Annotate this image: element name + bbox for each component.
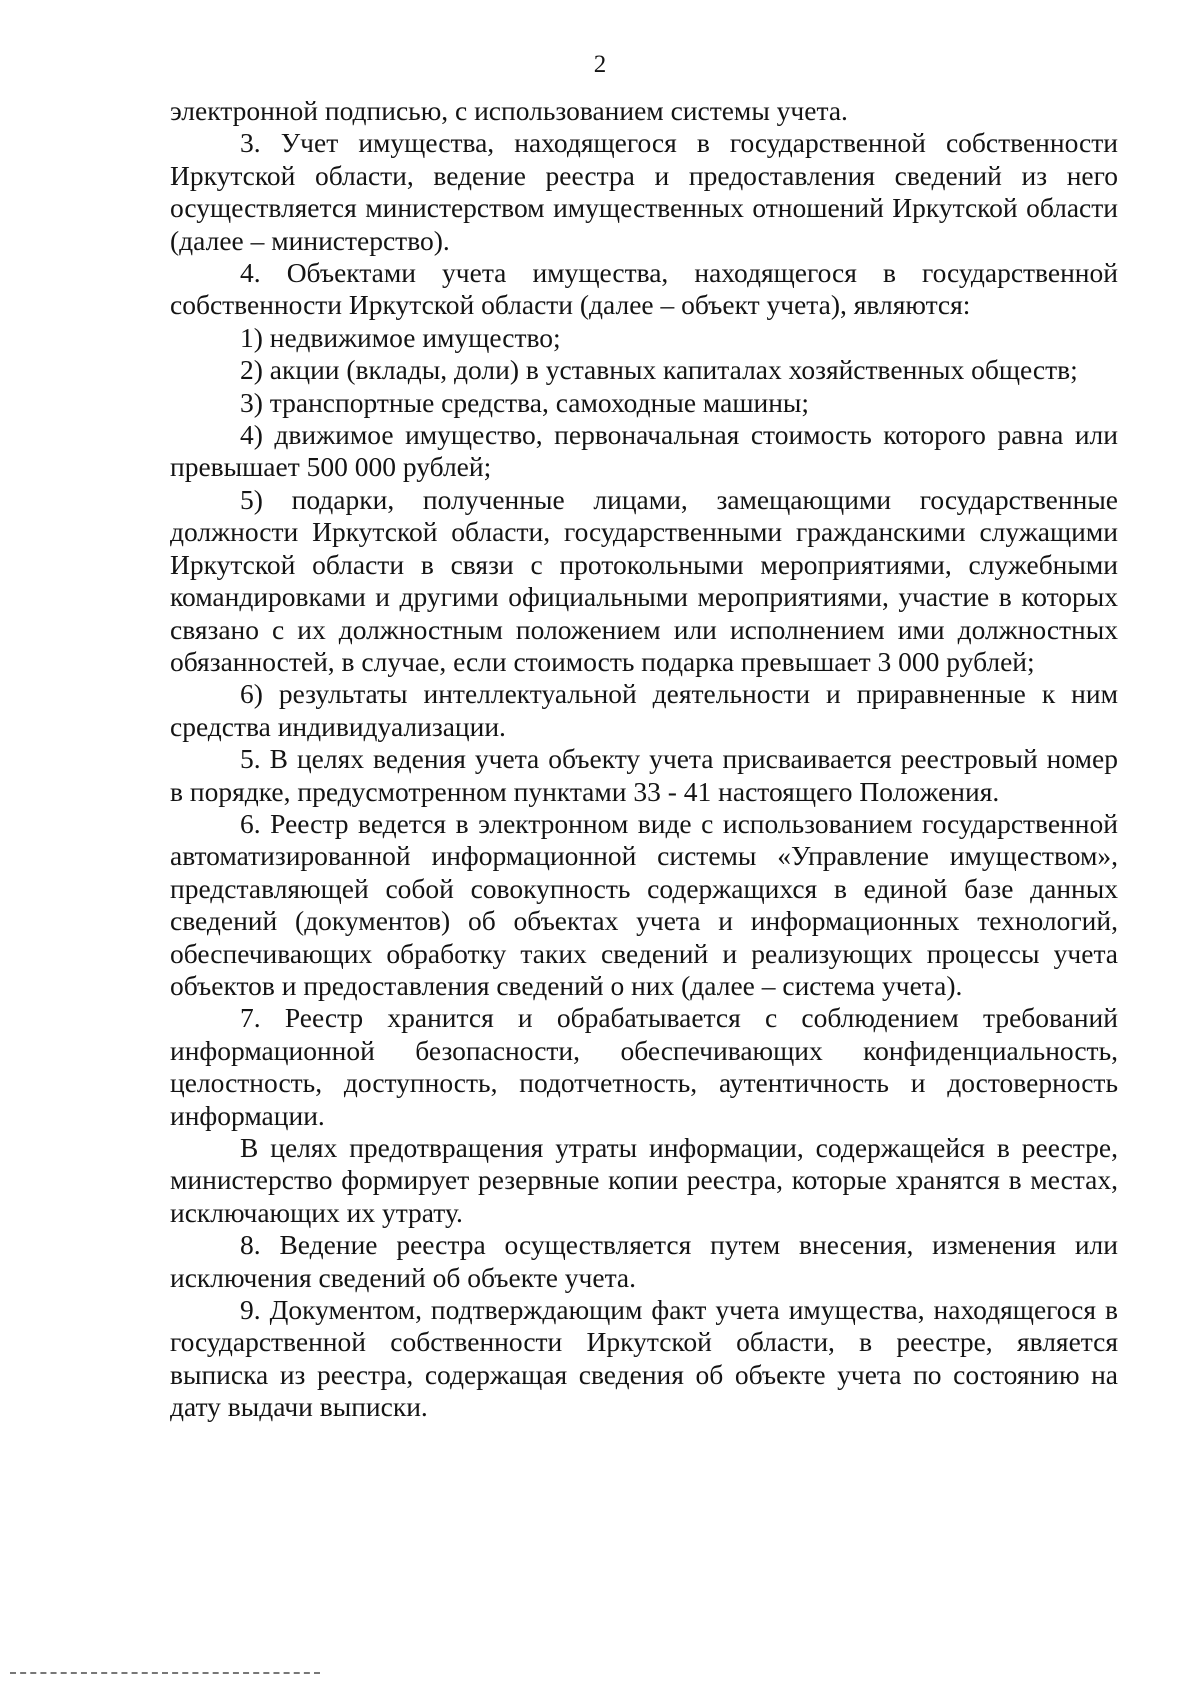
page-number: 2: [593, 51, 607, 78]
list-item-2: 2) акции (вклады, доли) в уставных капиталах хозяйственных обществ;: [240, 354, 1078, 386]
list-item-6: 6) результаты интеллектуальной деятельности и приравненные к ним средства индивидуализации.: [170, 678, 1118, 742]
list-item-4: 4) движимое имущество, первоначальная стоимость которого равна или превышает 500 000 рублей;: [170, 419, 1118, 483]
paragraph-item-5: 5. В целях ведения учета объекту учета присваивается реестровый номер в порядке, предусмотренном пунктами 33 - 41 настоящего Положения.: [170, 743, 1118, 807]
paragraph-item-7-continued: В целях предотвращения утраты информации, содержащейся в реестре, министерство формирует резервные копии реестра, которые хранятся в местах, исключающих их утрату.: [170, 1132, 1118, 1228]
paragraph-item-9: 9. Документом, подтверждающим факт учета имущества, находящегося в государственной собственности Иркутской области, в реестре, является выписка из реестра, содержащая сведения об объекте учета по состоянию на дату выдачи выписки.: [170, 1294, 1118, 1423]
paragraph-continuation: электронной подписью, с использованием системы учета.: [170, 95, 848, 126]
list-item-5: 5) подарки, полученные лицами, замещающими государственные должности Иркутской области, государственными гражданскими служащими Иркутской области в связи с протокольными мероприятиями, служебными командировками и другими официальными мероприятиями, участие в которых связано с их должностным положением или исполнением ими должностных обязанностей, в случае, если стоимость подарка превышает 3 000 рублей;: [170, 483, 1118, 677]
paragraph-item-3: 3. Учет имущества, находящегося в государственной собственности Иркутской области, ведение реестра и предоставления сведений из него осуществляется министерством имущественных отношений Иркутской области (далее – министерство).: [170, 127, 1118, 256]
paragraph-item-4: 4. Объектами учета имущества, находящегося в государственной собственности Иркутской области (далее – объект учета), являются:: [170, 257, 1118, 321]
list-item-3: 3) транспортные средства, самоходные машины;: [240, 386, 810, 418]
paragraph-item-8: 8. Ведение реестра осуществляется путем внесения, изменения или исключения сведений об объекте учета.: [170, 1229, 1118, 1293]
paragraph-item-6: 6. Реестр ведется в электронном виде с использованием государственной автоматизированной информационной системы «Управление имуществом», представляющей собой совокупность содержащихся в единой базе данных сведений (документов) об объектах учета и информационных технологий, обеспечивающих обработку таких сведений и реализующих процессы учета объектов и предоставления сведений о них (далее – система учета).: [170, 807, 1118, 1001]
footer-divider: [10, 1672, 320, 1674]
list-item-1: 1) недвижимое имущество;: [240, 321, 561, 353]
document-body: [170, 95, 1118, 1424]
paragraph-item-7: 7. Реестр хранится и обрабатывается с соблюдением требований информационной безопасности, обеспечивающих конфиденциальность, целостность, доступность, подотчетность, аутентичность и достоверность информации.: [170, 1002, 1118, 1131]
